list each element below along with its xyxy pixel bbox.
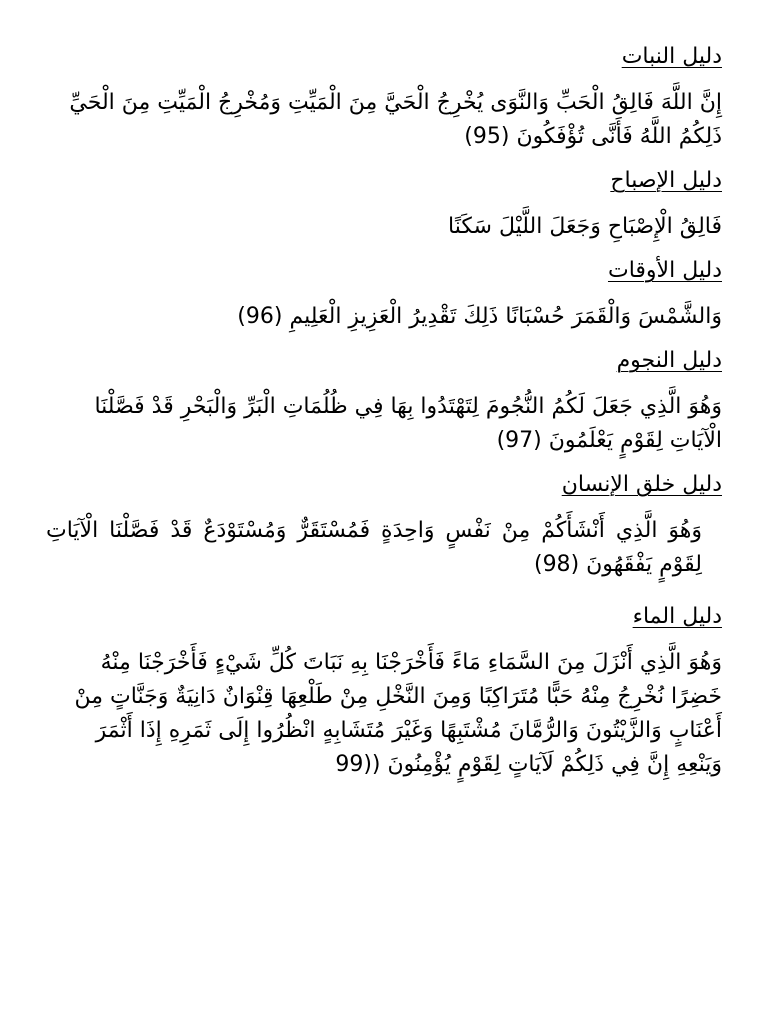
section-heading-stars: دليل النجوم (616, 348, 722, 373)
verse-dawn: فَالِقُ الْإِصْبَاحِ وَجَعَلَ اللَّيْلَ سَكَنًا (448, 214, 722, 239)
verse-times: وَالشَّمْسَ وَالْقَمَرَ حُسْبَانًا ذَلِكَ تَقْدِيرُ الْعَزِيزِ الْعَلِيمِ (96) (237, 304, 722, 329)
section-heading-times: دليل الأوقات (607, 258, 722, 283)
verse-plants: إِنَّ اللَّهَ فَالِقُ الْحَبِّ وَالنَّوَى يُخْرِجُ الْحَيَّ مِنَ الْمَيِّتِ وَمُخْرِجُ الْمَيِّتِ مِنَ الْحَيِّ ذَلِكُمُ اللَّهُ فَأَنَّى تُؤْفَكُونَ (95) (69, 90, 722, 149)
verse-water: وَهُوَ الَّذِي أَنْزَلَ مِنَ السَّمَاءِ مَاءً فَأَخْرَجْنَا بِهِ نَبَاتَ كُلِّ شَيْءٍ فَأَخْرَجْنَا مِنْهُ خَضِرًا نُخْرِجُ مِنْهُ حَبًّا مُتَرَاكِبًا وَمِنَ النَّخْلِ مِنْ طَلْعِهَا قِنْوَانٌ دَانِيَةٌ وَجَنَّاتٍ مِنْ أَعْنَابٍ وَالزَّيْتُونَ وَالرُّمَّانَ مُشْتَبِهًا وَغَيْرَ مُتَشَابِهٍ انْظُرُوا إِلَى ثَمَرِهِ إِذَا أَثْمَرَ وَيَنْعِهِ إِنَّ فِي ذَلِكُمْ لَآيَاتٍ لِقَوْمٍ يُؤْمِنُونَ ((99 (74, 650, 722, 777)
section-heading-water: دليل الماء (632, 604, 722, 629)
verse-human-creation: وَهُوَ الَّذِي أَنْشَأَكُمْ مِنْ نَفْسٍ وَاحِدَةٍ فَمُسْتَقَرٌّ وَمُسْتَوْدَعٌ قَدْ فَصَّلْنَا الْآيَاتِ لِقَوْمٍ يَفْقَهُونَ (98) (46, 518, 702, 577)
verse-stars: وَهُوَ الَّذِي جَعَلَ لَكُمُ النُّجُومَ لِتَهْتَدُوا بِهَا فِي ظُلُمَاتِ الْبَرِّ وَالْبَحْرِ قَدْ فَصَّلْنَا الْآيَاتِ لِقَوْمٍ يَعْلَمُونَ (97) (94, 394, 722, 453)
section-heading-plants: دليل النبات (621, 44, 722, 69)
document-page (46, 40, 722, 792)
section-heading-dawn: دليل الإصباح (610, 168, 722, 193)
section-heading-human-creation: دليل خلق الإنسان (561, 472, 722, 497)
